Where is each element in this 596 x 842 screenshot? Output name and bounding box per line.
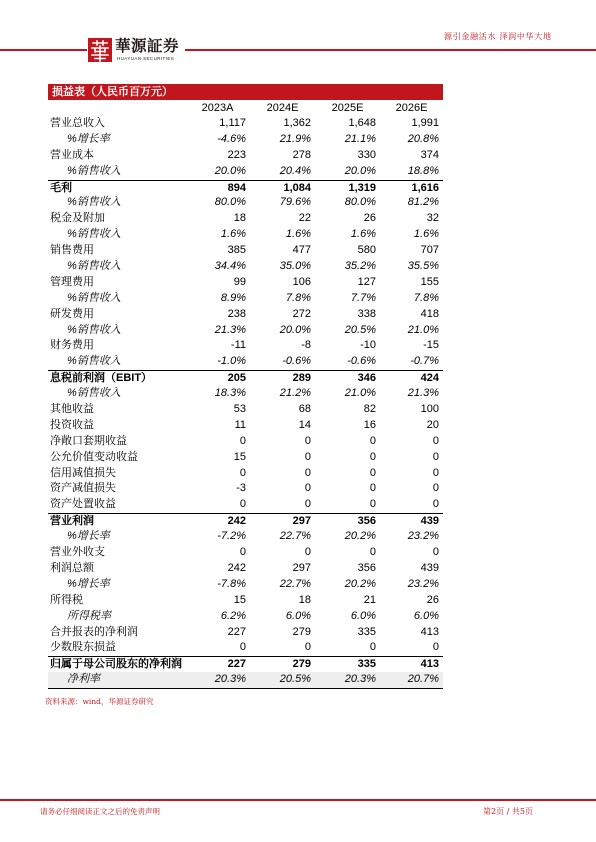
row-value: 0 [432,641,439,654]
row-value: 297 [292,561,311,574]
row-value: 20.3% [344,673,376,686]
logo-text: 華源証券 [115,36,180,55]
row-value: 127 [357,275,376,288]
row-value: 35.0% [279,260,311,273]
table-row [48,577,443,593]
row-value: 22.7% [279,530,311,543]
source-note: 资料来源：wind，华源证券研究 [45,697,154,706]
row-label: 销售费用 [50,244,94,257]
table-row [48,259,443,275]
row-value: 21.3% [407,387,439,400]
row-label: 投资收益 [50,418,94,431]
table-row [48,466,443,482]
row-value: 7.8% [413,291,439,304]
row-value: 330 [357,148,376,161]
row-label: 合并报表的净利润 [50,625,138,638]
row-value: 0 [304,434,311,447]
table-row [48,291,443,307]
header-rule-right [185,49,596,51]
row-value: 6.2% [220,609,246,622]
row-value: 8.9% [220,291,246,304]
row-value: 106 [292,275,311,288]
row-value: 424 [420,372,439,385]
row-value: 20.5% [279,673,311,686]
row-value: 413 [420,625,439,638]
row-value: 272 [292,307,311,320]
row-value: -3 [236,482,246,495]
row-value: 20.2% [344,577,376,590]
row-label: %销售收入 [67,260,121,273]
row-value: 20.0% [214,164,246,177]
row-value: 227 [227,658,246,671]
row-value: 99 [233,275,246,288]
row-value: 1.6% [413,228,439,241]
row-value: 20.0% [344,164,376,177]
row-value: 385 [227,244,246,257]
row-value: 79.6% [279,196,311,209]
table-row [48,418,443,434]
row-label: 资产处置收益 [50,498,116,511]
header-spacer [48,100,185,116]
table-row [48,180,443,196]
row-value: 82 [363,403,376,416]
table-row [48,593,443,609]
row-value: 1,319 [348,181,376,194]
row-value: 0 [369,450,376,463]
row-value: 707 [420,244,439,257]
header-rule-left [0,49,87,51]
row-value: -1.0% [217,355,246,368]
row-value: 418 [420,307,439,320]
row-value: 22 [298,212,311,225]
row-value: 81.2% [407,196,439,209]
row-value: 20.7% [407,673,439,686]
row-value: 20.5% [344,323,376,336]
row-value: 18.3% [214,387,246,400]
row-value: 20 [426,418,439,431]
row-value: 0 [304,482,311,495]
row-value: 18 [233,212,246,225]
row-label: %销售收入 [67,323,121,336]
table-row [48,338,443,354]
row-value: 32 [426,212,439,225]
row-value: 1.6% [350,228,376,241]
row-value: 356 [357,561,376,574]
row-value: 6.0% [413,609,439,622]
table-row [48,434,443,450]
row-value: 0 [304,498,311,511]
row-value: 23.2% [407,577,439,590]
row-value: 80.0% [344,196,376,209]
header-slogan: 源引金融活水 泽润中华大地 [444,32,552,41]
row-value: 20.4% [279,164,311,177]
row-value: 15 [233,450,246,463]
row-label: 所得税 [50,593,83,606]
row-value: 23.2% [407,530,439,543]
row-value: 242 [227,515,246,528]
table-body [48,116,443,689]
column-header: 2026E [395,102,428,114]
table-row [48,307,443,323]
row-label: 净利率 [67,673,100,686]
row-value: 0 [369,498,376,511]
row-label: 研发费用 [50,307,94,320]
row-value: 6.0% [285,609,311,622]
row-value: -11 [230,339,246,352]
row-value: 223 [227,148,246,161]
row-value: 0 [369,546,376,559]
column-header: 2025E [331,102,364,114]
row-value: 238 [227,307,246,320]
row-value: 0 [432,498,439,511]
row-value: 21.2% [279,387,311,400]
row-label: 资产减值损失 [50,482,116,495]
row-value: 0 [239,498,246,511]
row-value: 68 [298,403,311,416]
row-value: 0 [239,466,246,479]
row-value: 21.1% [344,132,376,145]
row-label: %增长率 [67,132,110,145]
table-row [48,243,443,259]
table-row [48,609,443,625]
row-value: 7.8% [285,291,311,304]
row-value: 20.8% [407,132,439,145]
row-value: 0 [304,450,311,463]
row-value: -8 [301,339,311,352]
row-value: 1.6% [220,228,246,241]
row-value: 15 [233,593,246,606]
row-value: 21.3% [214,323,246,336]
row-value: -0.7% [410,355,439,368]
row-label: %销售收入 [67,228,121,241]
row-value: 0 [304,546,311,559]
row-value: 155 [420,275,439,288]
row-value: 0 [432,546,439,559]
table-header-row [48,100,443,116]
logo-subtext: HUAYUAN SECURITIES [117,56,175,61]
row-value: 279 [292,658,311,671]
table-row [48,370,443,386]
row-label: 毛利 [50,181,72,194]
table-row [48,513,443,529]
table-title: 损益表（人民币百万元） [48,84,443,100]
row-value: 0 [239,641,246,654]
row-value: 20.2% [344,530,376,543]
row-value: 21.9% [279,132,311,145]
row-value: 1,648 [348,117,376,129]
table-row [48,275,443,291]
row-value: 21 [363,593,376,606]
row-value: 1,084 [283,181,311,194]
row-label: 利润总额 [50,561,94,574]
row-label: 归属于母公司股东的净利润 [50,658,182,671]
row-value: 22.7% [279,577,311,590]
row-value: 413 [420,658,439,671]
row-value: -7.2% [217,530,246,543]
row-value: 335 [357,625,376,638]
table-row [48,656,443,672]
row-value: 374 [420,148,439,161]
brand-logo [88,37,184,64]
row-value: 477 [292,244,311,257]
table-row [48,672,443,688]
table-row [48,402,443,418]
row-value: 21.0% [344,387,376,400]
row-label: 营业外收支 [50,546,105,559]
table-row [48,323,443,339]
row-label: %销售收入 [67,355,121,368]
row-value: 278 [292,148,311,161]
row-value: 35.5% [407,260,439,273]
row-value: 20.3% [214,673,246,686]
row-label: 息税前利润（EBIT） [50,372,153,385]
row-value: 26 [363,212,376,225]
row-label: 管理费用 [50,275,94,288]
row-value: 80.0% [214,196,246,209]
row-value: 1,117 [219,117,246,129]
row-label: 少数股东损益 [50,641,116,654]
row-label: %销售收入 [67,291,121,304]
table-row [48,529,443,545]
row-value: 53 [233,403,246,416]
row-value: 356 [357,515,376,528]
table-row [48,195,443,211]
row-value: 1,616 [411,181,439,194]
table-row [48,132,443,148]
row-value: 16 [363,418,376,431]
row-label: 营业利润 [50,515,94,528]
row-value: 289 [292,372,311,385]
row-value: 335 [357,658,376,671]
row-value: 0 [304,466,311,479]
row-label: %增长率 [67,530,110,543]
row-value: 894 [227,181,246,194]
row-value: -10 [360,339,376,352]
row-value: 26 [426,593,439,606]
row-value: 439 [420,515,439,528]
row-value: 0 [432,466,439,479]
row-value: 100 [420,403,439,416]
row-label: 营业总收入 [50,117,105,129]
row-value: 0 [239,546,246,559]
table-row [48,450,443,466]
row-value: 6.0% [350,609,376,622]
table-row [48,497,443,513]
row-value: 242 [227,561,246,574]
row-value: 0 [432,450,439,463]
row-value: 18.8% [407,164,439,177]
row-label: %销售收入 [67,196,121,209]
row-label: 其他收益 [50,403,94,416]
row-value: -7.8% [217,577,246,590]
row-label: 所得税率 [67,609,111,622]
row-label: 公允价值变动收益 [50,450,138,463]
row-value: 0 [369,482,376,495]
table-row [48,211,443,227]
row-label: %销售收入 [67,387,121,400]
table-row [48,354,443,370]
row-value: 580 [357,244,376,257]
footer-rule [0,799,596,801]
row-value: 21.0% [407,323,439,336]
row-value: 0 [369,641,376,654]
row-value: 35.2% [344,260,376,273]
row-label: 税金及附加 [50,212,105,225]
row-value: 20.0% [279,323,311,336]
table-row [48,386,443,402]
row-value: 14 [298,418,311,431]
table-row [48,148,443,164]
row-value: 18 [298,593,311,606]
table-row [48,481,443,497]
row-value: 346 [357,372,376,385]
row-value: -0.6% [347,355,376,368]
table-row [48,545,443,561]
row-value: 439 [420,561,439,574]
row-label: 信用减值损失 [50,466,116,479]
row-value: 1.6% [285,228,311,241]
row-value: 279 [292,625,311,638]
column-header: 2024E [266,102,299,114]
row-value: 0 [304,641,311,654]
table-row [48,625,443,641]
row-label: 净敞口套期收益 [50,434,127,447]
row-value: 0 [432,434,439,447]
table-row [48,640,443,656]
row-value: 205 [227,372,246,385]
page-number: 第2页 / 共5页 [483,807,533,816]
row-value: -4.6% [217,132,246,145]
row-label: %销售收入 [67,164,121,177]
row-value: 0 [369,466,376,479]
row-value: 338 [357,307,376,320]
table-row [48,227,443,243]
row-value: -0.6% [282,355,311,368]
row-value: 34.4% [214,260,246,273]
table-row [48,561,443,577]
huayuan-logo-icon [88,38,112,62]
row-value: 1,362 [283,117,311,129]
row-label: %增长率 [67,577,110,590]
table-row [48,164,443,180]
row-value: 1,991 [411,117,439,129]
row-label: 财务费用 [50,339,94,352]
row-value: 0 [369,434,376,447]
row-value: 297 [292,515,311,528]
income-statement-table [48,84,443,689]
table-row [48,116,443,132]
row-value: 0 [432,482,439,495]
row-value: 7.7% [350,291,376,304]
row-value: 11 [234,418,246,431]
row-label: 营业成本 [50,148,94,161]
row-value: 227 [227,625,246,638]
row-value: -15 [423,339,439,352]
disclaimer-text: 请务必仔细阅读正文之后的免责声明 [40,807,160,816]
row-value: 0 [239,434,246,447]
column-header: 2023A [201,102,234,114]
